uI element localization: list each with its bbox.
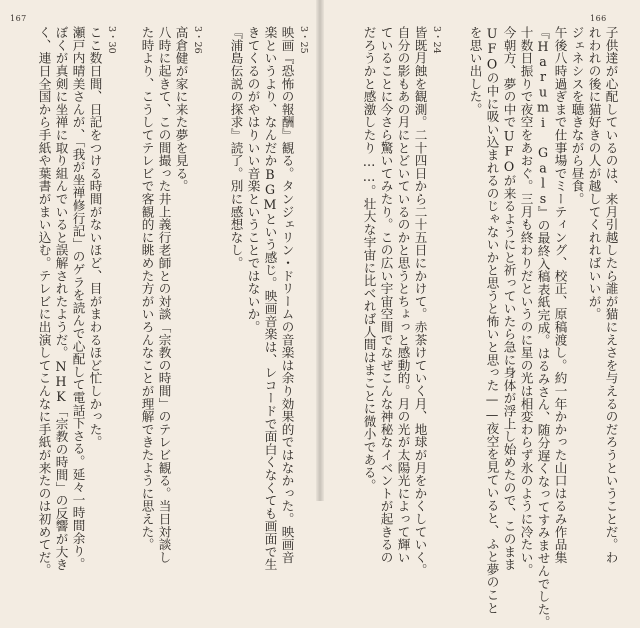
text-line: 八時に起きて、この間撮った井上義行老師との対談「宗教の時間」のテレビ観る。当日対談し (156, 26, 172, 564)
text-line: ぼくが真剣に坐禅に取り組んでいると誤解されたようだ。NHK「宗教の時間」の反響が大き (53, 26, 69, 571)
date-marker: 3・24 (431, 26, 442, 54)
text-line: ていることに今さら驚いてみたり。この広い宇宙空間でなぜこんな神秘なイベントが起きるの (378, 26, 394, 564)
text-line: 皆既月蝕を観測。二十四日から二十五日にかけて。赤茶けていく月、地球が月をかくしていく。 (412, 26, 428, 577)
right-page-number: 166 (590, 14, 607, 23)
text-line: 楽というより、なんだかBGMという感じ。映画音楽は、レコードで面白くなくても画面で生 (262, 26, 278, 571)
text-line: だろうかと感激したり……。壮大な宇宙に比べれば人間はまことに微小である。 (361, 26, 377, 492)
date-marker: 3・30 (106, 26, 117, 54)
text-line: 瀬戸内晴美さんが、「我が坐禅修行記」のゲラを読んで心配して電話下さる。延々一時間余り。 (70, 26, 86, 571)
text-line: れわれの後に猫好きの人が越してくれればいいが。 (586, 26, 602, 321)
text-line: 十数日振りで夜空をあおぐ。三月も終わりだというのに星の光は相変わらず氷のように冷たい。 (518, 26, 534, 577)
text-line: く、連日全国から手紙や葉書がまい込む。テレビに出演してこんなに手紙が来たのは初めてだ。 (36, 26, 52, 577)
date-marker: 3・25 (298, 26, 309, 54)
text-line: ここ数日間、日記をつける時間がないほど、目がまわるほど忙しかった。 (87, 26, 103, 449)
text-line: 『浦島伝説の探求』読了。別に感想なし。 (228, 26, 244, 270)
text-line: ジェネシスを聴きながら昼食。 (569, 26, 585, 206)
text-line: UFOの中に吸い込まれるのじゃないかと思うと怖いと思った——夜空を見ていると、ふと夢のこと (484, 26, 500, 614)
text-line: きてくるのがやはりいい音楽ということではないか。 (245, 26, 261, 334)
left-page-number: 167 (10, 14, 27, 23)
date-marker: 3・26 (192, 26, 203, 54)
text-line: 『Harumi Gals』の最終入稿表紙完成。はるみさん、随分遅くなってすみませんでした。 (535, 26, 551, 628)
text-line: 映画『恐怖の報酬』観る。タンジェリン・ドリームの音楽は余り効果的ではなかった。映画音 (279, 26, 295, 564)
text-line: 子供達が心配しているのは、来月引越したら誰が猫にえさを与えるのだろうということだ。わ (603, 26, 619, 564)
book-gutter (316, 0, 324, 501)
text-line: を思い出した。 (467, 26, 483, 116)
text-line: 高倉健が家に来た夢を見る。 (173, 26, 189, 193)
text-line: 今朝方、夢の中でUFOが来るようにと祈っていたら急に身体が浮上し始めたので、このまま (501, 26, 517, 571)
text-line: 午後八時過ぎまで仕事場でミーティング、校正、原稿渡し。約一年かかった山口はるみ作品集 (552, 26, 568, 564)
text-line: た時より、こうしてテレビで客観的に眺めた方がいろんなことが理解できたように思えた。 (139, 26, 155, 551)
text-line: 自分の影もあの月にとどいているのかと思うとちょっと感動的。月の光が太陽光によって輝い (395, 26, 411, 564)
